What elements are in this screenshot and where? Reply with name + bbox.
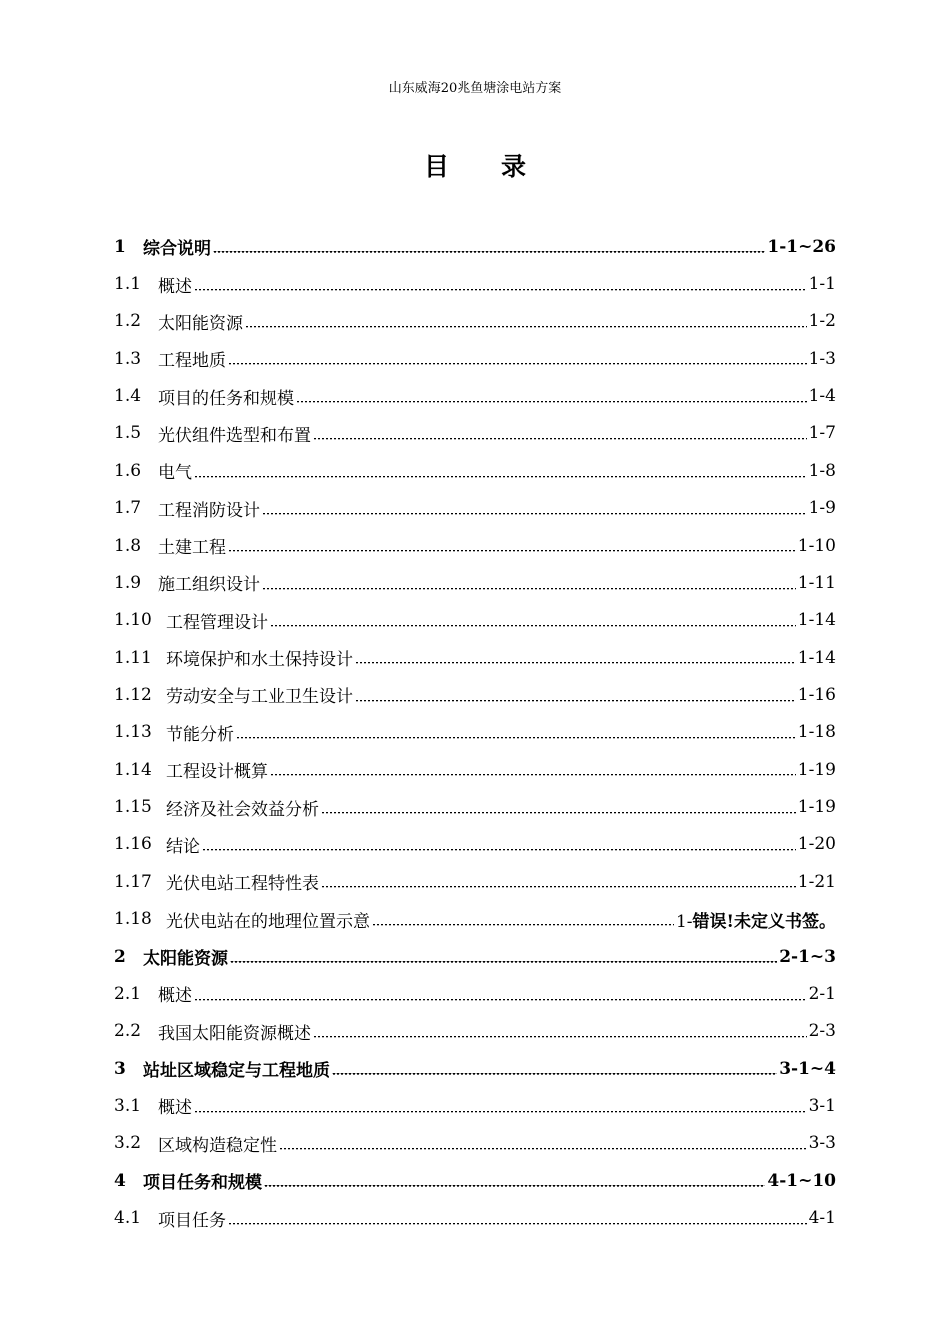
toc-dot-leader xyxy=(194,476,807,479)
toc-entry[interactable] xyxy=(114,1125,836,1162)
toc-entry-page-number: 1- xyxy=(675,911,693,932)
toc-list xyxy=(114,228,836,1237)
toc-entry-title: 区域构造稳定性 xyxy=(158,1135,277,1156)
toc-entry-number: 3 xyxy=(114,1058,126,1079)
toc-dot-leader xyxy=(264,1185,765,1188)
toc-entry[interactable] xyxy=(114,1087,836,1124)
toc-entry-page-number: 3-1~4 xyxy=(779,1058,836,1079)
toc-entry-number: 1.15 xyxy=(114,797,152,818)
toc-entry-page xyxy=(676,907,836,932)
toc-dot-leader xyxy=(213,251,765,254)
toc-dot-leader xyxy=(270,625,796,628)
toc-dot-leader xyxy=(355,700,796,703)
toc-dot-leader xyxy=(313,1036,807,1039)
toc-entry-page-number: 1-19 xyxy=(797,797,836,818)
toc-entry-number: 1.2 xyxy=(114,311,142,332)
toc-entry-page xyxy=(809,1208,836,1228)
toc-entry-number: 1.7 xyxy=(114,498,142,519)
toc-entry-title: 土建工程 xyxy=(158,538,226,559)
toc-entry-page xyxy=(779,947,836,967)
toc-entry[interactable] xyxy=(114,826,836,863)
toc-entry-title: 工程消防设计 xyxy=(158,500,260,521)
toc-entry-title: 结论 xyxy=(166,836,200,857)
toc-entry-page-number: 1-11 xyxy=(797,572,836,593)
toc-entry-page xyxy=(798,760,836,780)
toc-entry-page xyxy=(779,1059,836,1079)
toc-entry-number: 1.18 xyxy=(114,909,152,930)
running-header: 山东威海20兆鱼塘涂电站方案 xyxy=(388,81,562,96)
toc-entry-number: 1.14 xyxy=(114,759,152,780)
toc-entry[interactable] xyxy=(114,415,836,452)
toc-entry-title: 施工组织设计 xyxy=(158,575,260,596)
toc-entry[interactable] xyxy=(114,788,836,825)
toc-entry-number: 1.10 xyxy=(114,610,152,631)
toc-entry[interactable] xyxy=(114,265,836,302)
toc-entry-page-number: 2-1 xyxy=(808,983,836,1004)
toc-entry-title: 概述 xyxy=(158,986,192,1007)
toc-entry-title: 概述 xyxy=(158,1098,192,1119)
toc-entry-page xyxy=(809,311,836,331)
toc-entry-title: 环境保护和水土保持设计 xyxy=(166,650,353,671)
toc-dot-leader xyxy=(228,363,807,366)
toc-entry-page xyxy=(809,1096,836,1116)
toc-entry-title: 节能分析 xyxy=(166,724,234,745)
toc-entry-page-number: 1-14 xyxy=(797,610,836,631)
toc-entry-page-number: 1-7 xyxy=(808,423,836,444)
toc-entry-page-number: 1-1 xyxy=(808,274,836,295)
toc-entry-page xyxy=(798,685,836,705)
toc-dot-leader xyxy=(332,1073,777,1076)
toc-entry-page xyxy=(809,1021,836,1041)
toc-entry[interactable] xyxy=(114,228,836,265)
toc-entry-title: 站址区域稳定与工程地质 xyxy=(143,1061,330,1082)
toc-dot-leader xyxy=(321,886,796,889)
toc-entry-number: 3.1 xyxy=(114,1095,142,1116)
toc-entry-page xyxy=(809,984,836,1004)
toc-entry-number: 1.17 xyxy=(114,871,152,892)
toc-entry-page-number: 1-1~26 xyxy=(767,236,836,257)
toc-dot-leader xyxy=(194,1111,807,1114)
toc-entry-number: 1.1 xyxy=(114,274,142,295)
toc-entry[interactable] xyxy=(114,863,836,900)
toc-entry-page xyxy=(798,536,836,556)
toc-dot-leader xyxy=(355,662,796,665)
toc-entry[interactable] xyxy=(114,602,836,639)
toc-entry-number: 1.4 xyxy=(114,386,142,407)
toc-entry-number: 2.2 xyxy=(114,1021,142,1042)
toc-entry-number: 3.2 xyxy=(114,1133,142,1154)
toc-entry-page-number: 1-9 xyxy=(808,498,836,519)
toc-entry-page-number: 1-8 xyxy=(808,460,836,481)
toc-entry[interactable] xyxy=(114,303,836,340)
toc-entry-title: 光伏电站在的地理位置示意 xyxy=(166,911,370,932)
toc-title-char-1: 目 xyxy=(423,152,449,181)
toc-entry-page-number: 3-3 xyxy=(808,1133,836,1154)
toc-entry-page xyxy=(809,498,836,518)
toc-entry[interactable] xyxy=(114,751,836,788)
toc-dot-leader xyxy=(296,401,807,404)
toc-entry[interactable] xyxy=(114,527,836,564)
toc-entry-title: 项目任务和规模 xyxy=(143,1173,262,1194)
toc-entry-page-number: 1-14 xyxy=(797,647,836,668)
toc-entry-title: 经济及社会效益分析 xyxy=(166,799,319,820)
toc-entry-number: 4 xyxy=(114,1170,126,1191)
toc-entry[interactable] xyxy=(114,676,836,713)
toc-dot-leader xyxy=(372,924,674,927)
toc-entry-page xyxy=(798,872,836,892)
toc-entry[interactable] xyxy=(114,975,836,1012)
toc-dot-leader xyxy=(194,999,807,1002)
toc-entry[interactable] xyxy=(114,564,836,601)
toc-entry-page xyxy=(798,610,836,630)
toc-entry-title: 项目的任务和规模 xyxy=(158,388,294,409)
toc-entry-page-number: 1-19 xyxy=(797,759,836,780)
toc-entry-number: 1.3 xyxy=(114,348,142,369)
toc-dot-leader xyxy=(236,737,796,740)
toc-entry-number: 1.12 xyxy=(114,684,152,705)
toc-entry-page xyxy=(809,461,836,481)
toc-dot-leader xyxy=(270,774,796,777)
toc-bookmark-error: 错误!未定义书签。 xyxy=(692,911,836,932)
toc-entry-number: 1.9 xyxy=(114,572,142,593)
toc-entry-title: 工程设计概算 xyxy=(166,762,268,783)
toc-entry-number: 4.1 xyxy=(114,1208,142,1229)
toc-entry-page-number: 4-1~10 xyxy=(767,1170,836,1191)
toc-entry-page-number: 3-1 xyxy=(808,1095,836,1116)
toc-entry-title: 综合说明 xyxy=(143,239,211,260)
toc-entry-page-number: 4-1 xyxy=(808,1208,836,1229)
toc-entry-page-number: 1-16 xyxy=(797,684,836,705)
toc-entry[interactable] xyxy=(114,1013,836,1050)
toc-entry[interactable] xyxy=(114,452,836,489)
toc-entry-title: 工程管理设计 xyxy=(166,612,268,633)
toc-entry-number: 1.13 xyxy=(114,722,152,743)
toc-entry[interactable] xyxy=(114,938,836,975)
toc-entry-title: 项目任务 xyxy=(158,1210,226,1231)
toc-entry-title: 太阳能资源 xyxy=(158,313,243,334)
toc-entry[interactable] xyxy=(114,1199,836,1236)
toc-entry-title: 光伏组件选型和布置 xyxy=(158,425,311,446)
toc-entry-page-number: 1-10 xyxy=(797,535,836,556)
toc-dot-leader xyxy=(279,1148,807,1151)
toc-dot-leader xyxy=(194,289,807,292)
toc-entry-page-number: 1-18 xyxy=(797,722,836,743)
toc-entry-page xyxy=(809,1133,836,1153)
toc-entry-page xyxy=(767,237,836,257)
toc-entry-page-number: 1-3 xyxy=(808,348,836,369)
toc-entry-title: 电气 xyxy=(158,463,192,484)
toc-dot-leader xyxy=(230,961,777,964)
toc-entry-page xyxy=(798,648,836,668)
toc-entry[interactable] xyxy=(114,377,836,414)
toc-title xyxy=(0,150,950,184)
toc-entry-page xyxy=(767,1171,836,1191)
toc-entry-title: 劳动安全与工业卫生设计 xyxy=(166,687,353,708)
toc-dot-leader xyxy=(202,849,796,852)
toc-dot-leader xyxy=(245,326,807,329)
toc-entry-page-number: 1-4 xyxy=(808,386,836,407)
toc-entry-number: 1 xyxy=(114,236,126,257)
toc-dot-leader xyxy=(262,588,796,591)
toc-entry-page xyxy=(809,423,836,443)
toc-entry[interactable] xyxy=(114,639,836,676)
toc-dot-leader xyxy=(262,513,807,516)
toc-entry-title: 太阳能资源 xyxy=(143,949,228,969)
toc-entry-title: 我国太阳能资源概述 xyxy=(158,1023,311,1044)
toc-entry-page-number: 1-2 xyxy=(808,311,836,332)
toc-entry-page-number: 2-1~3 xyxy=(779,946,836,967)
toc-entry-number: 1.5 xyxy=(114,423,142,444)
toc-entry-page-number: 1-20 xyxy=(797,834,836,855)
toc-dot-leader xyxy=(321,812,796,815)
toc-entry-title: 概述 xyxy=(158,276,192,297)
toc-entry-page-number: 2-3 xyxy=(808,1021,836,1042)
toc-entry[interactable] xyxy=(114,1162,836,1199)
toc-entry[interactable] xyxy=(114,340,836,377)
toc-entry-title: 工程地质 xyxy=(158,351,226,372)
toc-dot-leader xyxy=(313,438,807,441)
toc-entry[interactable] xyxy=(114,714,836,751)
toc-entry-number: 1.8 xyxy=(114,535,142,556)
toc-entry-number: 2 xyxy=(114,946,126,967)
toc-dot-leader xyxy=(228,1223,807,1226)
toc-entry-page xyxy=(809,274,836,294)
toc-entry-page xyxy=(809,349,836,369)
toc-entry-title: 光伏电站工程特性表 xyxy=(166,874,319,895)
toc-entry-number: 1.6 xyxy=(114,460,142,481)
toc-entry-number: 2.1 xyxy=(114,983,142,1004)
toc-entry-page xyxy=(798,722,836,742)
toc-entry-number: 1.11 xyxy=(114,647,152,668)
toc-entry[interactable] xyxy=(114,900,836,937)
toc-entry[interactable] xyxy=(114,1050,836,1087)
toc-entry-page xyxy=(798,834,836,854)
toc-entry-page xyxy=(809,386,836,406)
toc-entry-page-number: 1-21 xyxy=(797,871,836,892)
toc-entry-page xyxy=(798,573,836,593)
toc-title-char-2: 录 xyxy=(501,152,527,181)
toc-entry-page xyxy=(798,797,836,817)
toc-dot-leader xyxy=(228,550,796,553)
toc-entry[interactable] xyxy=(114,490,836,527)
toc-entry-number: 1.16 xyxy=(114,834,152,855)
